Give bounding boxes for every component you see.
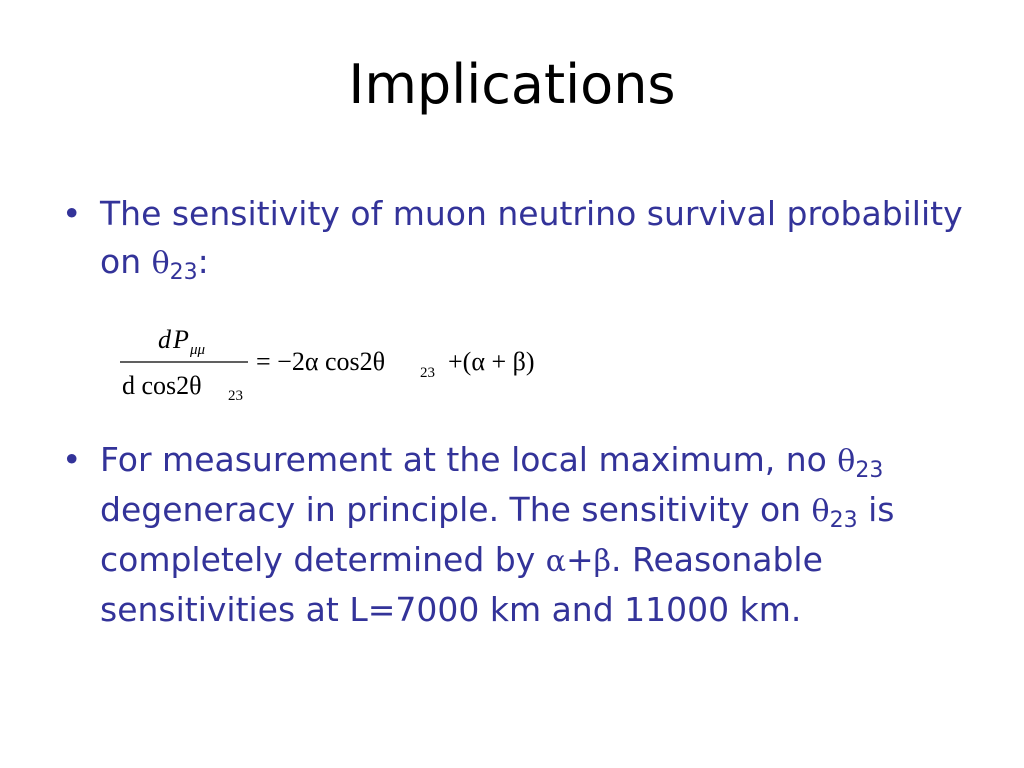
bullet1-text: The sensitivity of muon neutrino survival probability on [100, 194, 963, 281]
theta-symbol: θ [151, 246, 170, 281]
bullet-marker: • [62, 440, 82, 479]
eq-denominator-sub: 23 [228, 388, 243, 404]
eq-denominator: d cos2θ [122, 371, 202, 400]
sensitivity-equation [118, 322, 588, 419]
eq-numerator-d: d [158, 325, 171, 354]
bullet2-part4: . Reasonable sensitivities at L=7000 km and 11000 km. [100, 540, 823, 629]
beta-symbol: β [593, 544, 612, 579]
bullet2-part1: For measurement at the local maximum, no [100, 440, 838, 479]
eq-numerator-P: P [173, 325, 189, 354]
theta-subscript: 23 [855, 458, 884, 483]
slide-title: Implications [348, 53, 676, 116]
theta-symbol: θ [837, 444, 856, 479]
bullet-marker: • [62, 194, 82, 233]
theta-subscript: 23 [169, 260, 198, 285]
alpha-symbol: α [545, 544, 567, 579]
eq-rhs-tail: +(α + β) [448, 347, 535, 376]
eq-rhs-sub: 23 [420, 365, 435, 381]
theta-symbol: θ [811, 494, 830, 529]
theta-subscript: 23 [829, 508, 858, 533]
bullet-text [100, 436, 982, 634]
bullet-item-measurement [62, 436, 982, 634]
bullet-item-sensitivity [62, 190, 982, 288]
bullet2-part2: degeneracy in principle. The sensitivity on [100, 490, 812, 529]
bullet2-part3: is completely determined by [100, 490, 895, 579]
equation-svg [118, 322, 588, 412]
bullet-text [100, 190, 982, 288]
eq-numerator-sub: μμ [190, 342, 206, 358]
plus-sign: + [566, 540, 594, 579]
eq-rhs: = −2α cos2θ [256, 347, 386, 376]
bullet1-colon: : [197, 242, 209, 281]
